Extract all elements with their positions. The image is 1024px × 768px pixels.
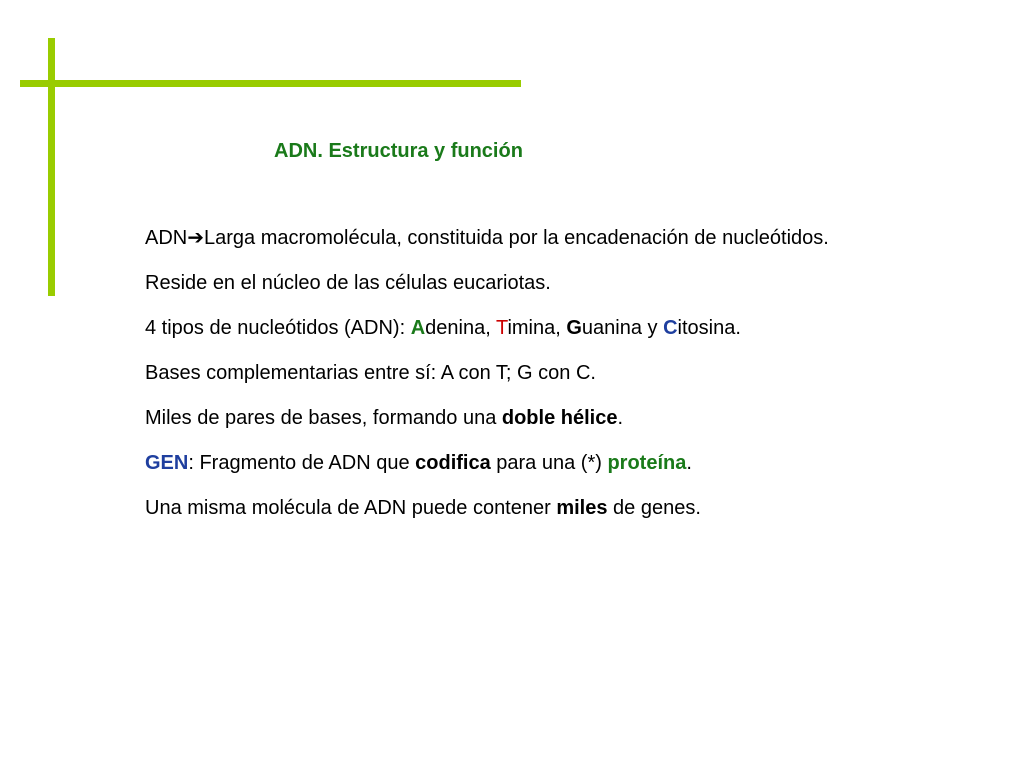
paragraph-location: Reside en el núcleo de las células eucariotas.: [145, 272, 551, 294]
slide-title: ADN. Estructura y función: [274, 140, 523, 162]
double-helix-end: .: [617, 407, 624, 429]
citosina-rest: itosina.: [677, 317, 741, 339]
letter-c: C: [663, 317, 678, 339]
paragraph-many-genes: [145, 494, 925, 523]
proteina-bold: proteína: [607, 452, 687, 474]
miles-bold: miles: [556, 497, 608, 519]
adenina-rest: denina,: [425, 317, 496, 339]
double-helix-text: Miles de pares de bases, formando una: [145, 407, 502, 429]
many-genes-b: de genes.: [607, 497, 701, 519]
gen-label: GEN: [145, 452, 189, 474]
definition-text: Larga macromolécula, constituida por la encadenación de nucleótidos.: [204, 227, 829, 249]
gene-text-b: para una (*): [490, 452, 608, 474]
paragraph-definition: [145, 224, 925, 253]
paragraph-double-helix: [145, 404, 925, 433]
gene-text-a: : Fragmento de ADN que: [188, 452, 416, 474]
letter-a: A: [410, 317, 426, 339]
guanina-rest: uanina y: [581, 317, 664, 339]
paragraph-nucleotide-types: [145, 314, 925, 343]
timina-rest: imina,: [507, 317, 567, 339]
doble-helice-bold: doble hélice: [501, 407, 618, 429]
adn-label: ADN: [145, 227, 188, 249]
paragraph-gene: [145, 449, 925, 478]
types-prefix: 4 tipos de nucleótidos (ADN):: [145, 317, 411, 339]
decorative-horizontal-line: [20, 80, 521, 87]
decorative-vertical-line: [48, 38, 55, 296]
paragraph-complementary-bases: Bases complementarias entre sí: A con T; G con C.: [145, 362, 596, 384]
many-genes-a: Una misma molécula de ADN puede contener: [145, 497, 557, 519]
arrow-icon: ➔: [187, 227, 204, 249]
codifica-bold: codifica: [415, 452, 491, 474]
gene-end: .: [686, 452, 692, 474]
letter-t: T: [495, 317, 508, 339]
slide-body: [145, 224, 925, 539]
letter-g: G: [566, 317, 582, 339]
